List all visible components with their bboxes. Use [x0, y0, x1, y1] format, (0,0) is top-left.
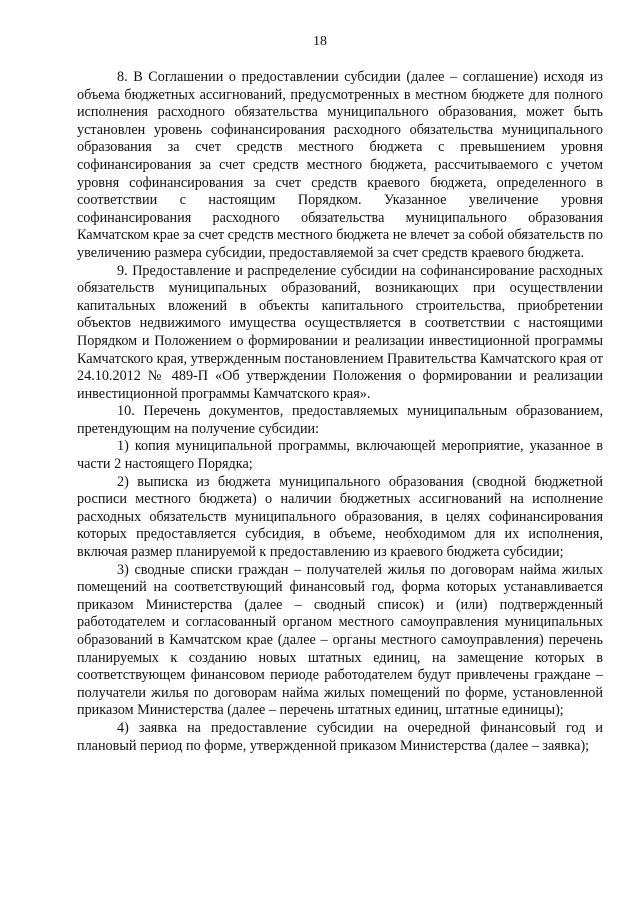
paragraph-10: 10. Перечень документов, предоставляемых муниципальным образованием, претендующим на получение субсидии: [77, 403, 603, 437]
paragraph-9: 9. Предоставление и распределение субсидии на софинансирование расходных обязательств муниципальных образований, возникающих при осуществлении капитальных вложений в объекты капитального строительства, приобретении объектов недвижимого имущества осуществляется в соответствии с настоящими Порядком и Положением о формировании и реализации инвестиционной программы Камчатского края, утвержденным постановлением Правительства Камчатского края от 24.10.2012 № 489-П «Об утверждении Положения о формировании и реализации инвестиционной программы Камчатского края». [77, 262, 603, 402]
list-item-1: 1) копия муниципальной программы, включающей мероприятие, указанное в части 2 настоящего Порядка; [77, 438, 603, 473]
page-number: 18 [313, 34, 327, 49]
paragraph-8: 8. В Соглашении о предоставлении субсидии (далее – соглашение) исходя из объема бюджетных ассигнований, предусмотренных в местном бюджете для полного исполнения расходного обязательства муниципального образования, может быть установлен уровень софинансирования расходного обязательства муниципального образования за счет средств местного бюджета с превышением уровня софинансирования за счет средств местного бюджета, рассчитываемого с учетом уровня софинансирования за счет средств краевого бюджета, определенного в соответствии с настоящим Порядком. Указанное увеличение уровня софинансирования расходного обязательства муниципального образования Камчатском крае за счет средств местного бюджета не влечет за собой обязательств по увеличению размера субсидии, предоставляемой за счет средств краевого бюджета. [77, 69, 603, 261]
page-body [77, 69, 603, 755]
list-item-3: 3) сводные списки граждан – получателей жилья по договорам найма жилых помещений на соответствующий финансовый год, форма которых устанавливается приказом Министерства (далее – сводный список) и (или) подтвержденный работодателем и согласованный органом местного самоуправления муниципальных образований в Камчатском крае (далее – органы местного самоуправления) перечень планируемых к созданию новых штатных единиц, на замещение которых в соответствующем финансовом периоде работодателем будут привлечены граждане – получатели жилья по договорам найма жилых помещений по форме, установленной приказом Министерства (далее – перечень штатных единиц, штатные единицы); [77, 561, 603, 719]
list-item-2: 2) выписка из бюджета муниципального образования (сводной бюджетной росписи местного бюджета) о наличии бюджетных ассигнований на исполнение расходных обязательств муниципального образования, в целях софинансирования которых предоставляется субсидия, в объеме, необходимом для их исполнения, включая размер планируемой к предоставлению из краевого бюджета субсидии; [77, 473, 603, 561]
list-item-4: 4) заявка на предоставление субсидии на очередной финансовый год и плановый период по форме, утвержденной приказом Министерства (далее – заявка); [77, 719, 603, 754]
